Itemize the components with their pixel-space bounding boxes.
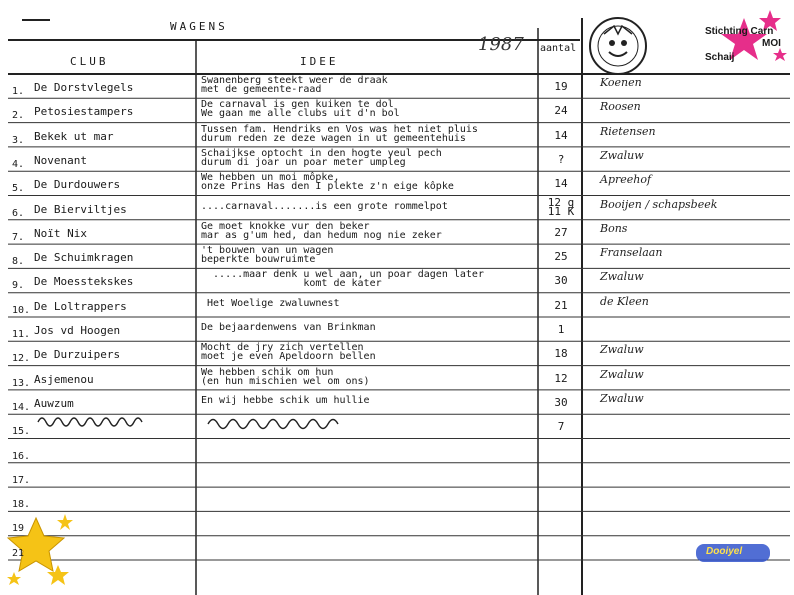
club-name: De Durzuipers: [34, 348, 121, 362]
club-name: Auwzum: [34, 396, 74, 410]
location-note: Roosen: [600, 100, 641, 114]
club-name: De Durdouwers: [34, 178, 121, 192]
club-name: Petosiestampers: [34, 105, 134, 119]
corner-line3: Schaij: [705, 52, 735, 63]
corner-line2: MOI: [762, 38, 781, 49]
row-number: 21: [12, 547, 25, 559]
idee-text: komt de kater: [201, 278, 382, 290]
location-note: Zwaluw: [600, 391, 644, 405]
row-number: 4.: [12, 158, 25, 170]
club-name: De Bierviltjes: [34, 202, 127, 216]
aantal-value: 30: [554, 274, 568, 288]
idee-text: Het Woelige zwaluwnest: [201, 297, 340, 309]
idee-text: De bejaardenwens van Brinkman: [201, 322, 376, 333]
col-header-aantal: aantal: [540, 43, 577, 54]
row-number: 17.: [12, 474, 31, 486]
idee-text: mar as g'um hed, dan hedum nog nie zeker: [201, 229, 442, 241]
club-name: De Loltrappers: [34, 299, 127, 313]
idee-text: .....maar denk u wel aan, un poar dagen later: [201, 269, 484, 281]
location-note: Zwaluw: [600, 148, 644, 162]
row-number: 10.: [12, 304, 31, 316]
club-name: Jos vd Hoogen: [34, 324, 121, 337]
location-note: Apreehof: [600, 173, 652, 187]
aantal-value: 18: [554, 347, 568, 361]
idee-text: Ge moet knokke vur den beker: [201, 220, 370, 232]
idee-text: ....carnaval.......is een grote rommelpot: [201, 200, 448, 212]
scribble-idee: [208, 420, 338, 429]
club-name: De Dorstvlegels: [34, 81, 134, 94]
idee-text: We gaan me alle clubs uit d'n bol: [201, 108, 400, 120]
watermark-text: Dooiyel: [706, 546, 743, 557]
col-header-club: CLUB: [70, 55, 109, 68]
club-name: Bekek ut mar: [34, 129, 114, 143]
club-name: De Schuimkragen: [34, 251, 134, 265]
row-number: 6.: [12, 207, 25, 219]
idee-text: Swanenberg steekt weer de draak: [201, 75, 388, 86]
aantal-value: 12 g 11 K: [547, 195, 575, 218]
row-number: 19: [12, 523, 25, 535]
idee-text: 't bouwen van un wagen: [201, 245, 334, 257]
location-note: Zwaluw: [600, 367, 644, 381]
sheet-title: WAGENS: [170, 20, 228, 33]
row-number: 9.: [12, 280, 25, 292]
aantal-value: 14: [554, 177, 568, 191]
aantal-value: ?: [557, 152, 565, 166]
row-number: 5.: [12, 183, 25, 195]
idee-text: beperkte bouwruimte: [201, 254, 316, 266]
corner-line1: Stichting Carn: [705, 26, 774, 37]
row-number: 16.: [12, 450, 31, 462]
row-number: 14.: [12, 401, 31, 413]
aantal-value: 7: [557, 420, 565, 434]
year-note: 1987: [478, 34, 524, 55]
aantal-value: 30: [554, 395, 568, 409]
aantal-value: 1: [557, 323, 565, 336]
idee-text: En wij hebbe schik um hullie: [201, 394, 370, 406]
idee-text: We hebben schik om hun: [201, 366, 334, 378]
aantal-value: 19: [554, 80, 568, 93]
idee-text: durum reden ze deze wagen in ut gemeentehuis: [201, 132, 466, 144]
row-number: 3.: [12, 134, 25, 146]
aantal-value: 24: [554, 104, 568, 118]
location-note: Koenen: [600, 76, 642, 89]
row-number: 8.: [12, 256, 25, 268]
idee-text: Mocht de jry zich vertellen: [201, 342, 364, 354]
aantal-value: 27: [554, 225, 568, 239]
club-logo: [590, 18, 646, 74]
location-note: Booijen / schapsbeek: [600, 197, 718, 211]
club-name: Novenant: [34, 153, 87, 167]
idee-text: onze Prins Has den I plekte z'n eige kôpke: [201, 181, 454, 193]
row-number: 12.: [12, 353, 31, 365]
aantal-value: 25: [554, 250, 568, 264]
idee-text: durum di joar un poar meter umpleg: [201, 156, 406, 168]
idee-text: moet je even Apeldoorn bellen: [201, 351, 376, 363]
aantal-value: 21: [554, 298, 568, 312]
location-note: de Kleen: [600, 294, 649, 308]
idee-text: De carnaval is gen kuiken te dol: [201, 99, 394, 111]
scribble-club: [38, 418, 142, 426]
location-note: Franselaan: [600, 246, 663, 260]
club-name: Asjemenou: [34, 372, 94, 386]
row-number: 13.: [12, 377, 31, 389]
location-note: Rietensen: [600, 124, 656, 138]
row-number: 7.: [12, 231, 25, 243]
location-note: Bons: [600, 221, 628, 235]
row-number: 1.: [12, 86, 25, 97]
club-name: Noït Nix: [34, 226, 87, 240]
idee-text: We hebben un moi môpke,: [201, 172, 340, 184]
location-note: Zwaluw: [600, 343, 644, 357]
idee-text: Tussen fam. Hendriks en Vos was het niet pluis: [201, 123, 478, 135]
idee-text: (en hun mischien wel om ons): [201, 375, 370, 387]
row-number: 2.: [12, 110, 25, 122]
row-number: 15.: [12, 426, 31, 438]
aantal-value: 14: [554, 128, 568, 142]
aantal-value: 12: [554, 371, 568, 385]
idee-text: Schaijkse optocht in den hogte yeul pech: [201, 147, 442, 159]
row-number: 11.: [12, 329, 31, 340]
idee-text: met de gemeente-raad: [201, 84, 322, 95]
row-number: 18.: [12, 499, 31, 511]
col-header-idee: IDEE: [300, 55, 339, 68]
location-note: Zwaluw: [600, 270, 644, 284]
club-name: De Moesstekskes: [34, 275, 134, 289]
